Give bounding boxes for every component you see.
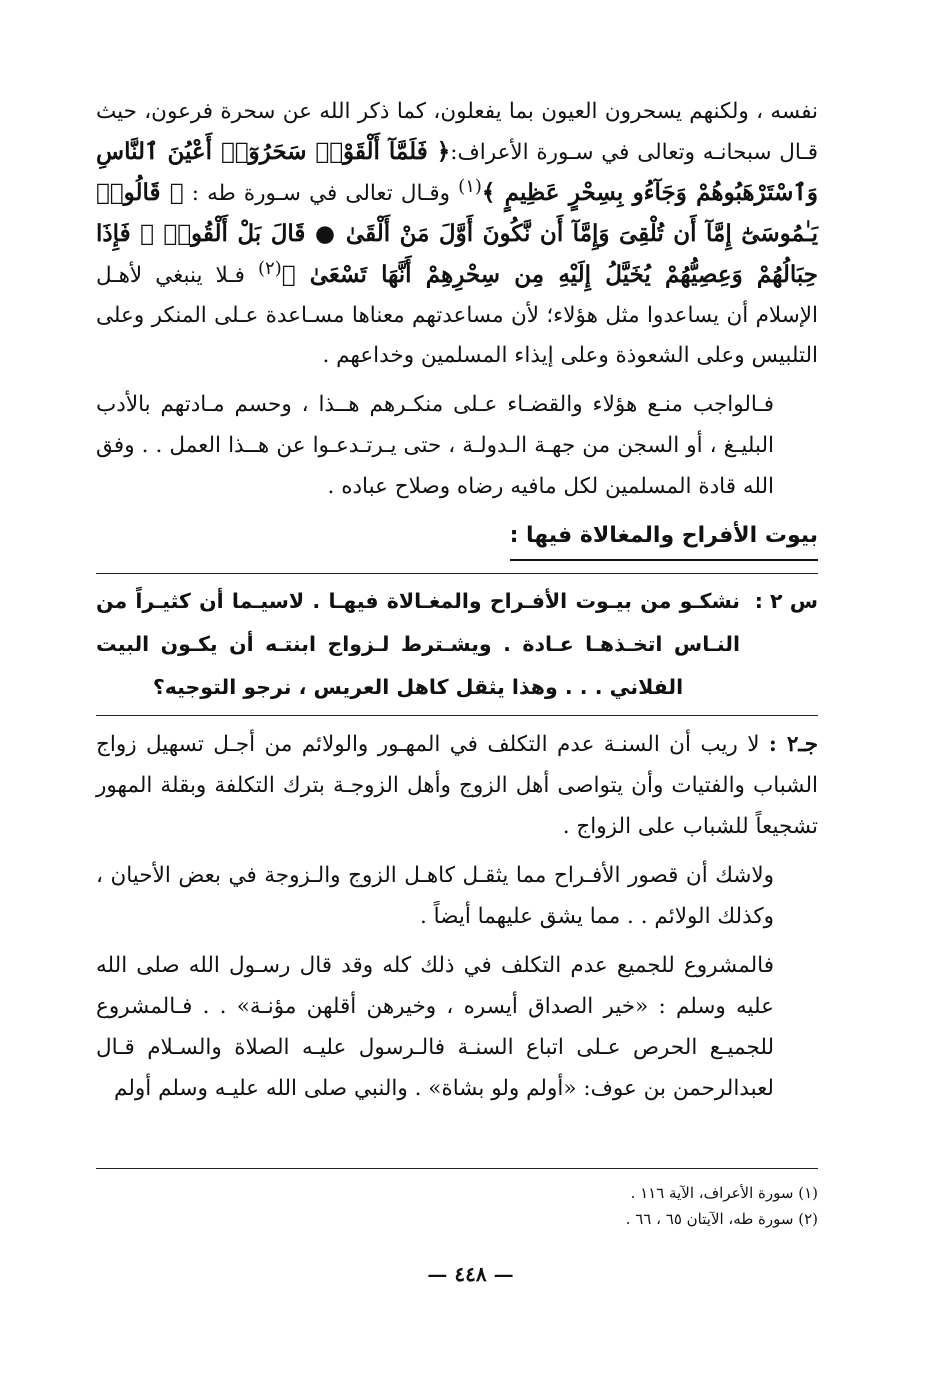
question-top-rule: [96, 573, 818, 574]
question-text: نشكـو من بيـوت الأفـراح والمغـالاة فيهـا . لاسيـما أن كثيـراً من النـاس اتخـذهـا عـادة . ويشـترط لـزواج ابنتـه أن يكـون البيت الفلاني . . . وهذا يثقل كاهل العريس ، نرجو التوجيه؟: [96, 589, 740, 699]
section-heading: بيوت الأفراح والمغالاة فيها :: [510, 517, 818, 561]
section-heading-wrap: [96, 517, 818, 561]
answer-label: جـ٢ :: [768, 732, 818, 757]
paragraph-text: نفسه ، ولكنهم يسحرون العيون بما يفعلون، كما ذكر الله عن سحرة فرعون، حيث قـال سبحانـه وتعالى في سـورة الأعراف:: [96, 99, 818, 165]
page-body: [96, 92, 818, 1109]
footnote-1: (١) سورة الأعراف، الآية ١١٦ .: [630, 1184, 818, 1202]
quran-verse-araf: ﴿ فَلَمَّآ أَلْقَوْا۟ سَحَرُوٓا۟ أَعْيُنَ ٱلنَّاسِ وَٱسْتَرْهَبُوهُمْ وَجَآءُو بِسِحْرٍ عَظِيمٍ ﴾: [96, 138, 819, 206]
paragraph-text: وقـال تعالى في سـورة طه :: [191, 181, 459, 206]
question-bottom-rule: [96, 715, 818, 716]
footnote-2: (٢) سورة طه، الآيتان ٦٥ ، ٦٦ .: [625, 1210, 818, 1228]
footnotes: [96, 1180, 818, 1232]
page-number: — ٤٤٨ —: [427, 1262, 514, 1286]
quran-verse-taha: ﴿ قَالُوا۟ يَـٰمُوسَىٰٓ إِمَّآ أَن تُلْقِىَ وَإِمَّآ أَن نَّكُونَ أَوَّلَ مَنْ أَلْقَىٰ ● قَالَ بَلْ أَلْقُوا۟ ۖ فَإِذَا حِبَالُهُمْ وَعِصِيُّهُمْ يُخَيَّلُ إِلَيْهِ مِن سِحْرِهِمْ أَنَّهَا تَسْعَىٰ ﴾: [96, 179, 818, 288]
answer-text: لا ريب أن السنـة عدم التكلف في المهـور والولائم من أجـل تسهيل زواج الشباب والفتيات وأن يتواصى أهل الزوج وأهل الزوجـة بترك التكلفة وبقلة المهور تشجيعاً للشباب على الزواج .: [96, 732, 818, 839]
paragraph-answer: [96, 724, 818, 847]
footnote-ref-1: (١): [458, 175, 482, 197]
paragraph-text: فـلا ينبغي لأهـل الإسلام أن يساعدوا مثل هؤلاء؛ لأن مساعدتهم معناها مسـاعدة عـلى المنكر وعلى التلبيس وعلى الشعوذة وعلى إيذاء المسلمين وخداعهم .: [96, 263, 818, 368]
footnote-ref-2: (٢): [258, 257, 282, 279]
question-block: [96, 580, 818, 709]
paragraph-quran-citation: [96, 92, 818, 376]
question-label: س ٢ :: [754, 589, 818, 613]
paragraph-obligation: فـالواجب منـع هؤلاء والقضـاء عـلى منكـرهم هــذا ، وحسم مـادتهم بالأدب البليـغ ، أو السجن من جهـة الـدولـة ، حتى يـرتـدعـوا عن هــذا العمل . . وفق الله قادة المسلمين لكل مافيه رضاه وصلاح عباده .: [96, 392, 774, 499]
footnote-rule: [96, 1168, 818, 1169]
paragraph-wedding-halls: ولاشك أن قصور الأفـراح مما يثقـل كاهـل الزوج والـزوجة في بعض الأحيان ، وكذلك الولائم . . مما يشق عليهما أيضاً .: [96, 863, 774, 929]
paragraph-sunnah: فالمشروع للجميع عدم التكلف في ذلك كله وقد قال رسـول الله صلى الله عليه وسلم : «خير الصداق أيسره ، وخيرهن أقلهن مؤنـة» . . فـالمشروع للجميـع الحرص عـلى اتباع السنـة فالـرسول عليـه الصلاة والسـلام قـال لعبدالرحمن بن عوف: «أولم ولو بشاة» . والنبي صلى الله عليـه وسلم أولم: [96, 953, 774, 1101]
